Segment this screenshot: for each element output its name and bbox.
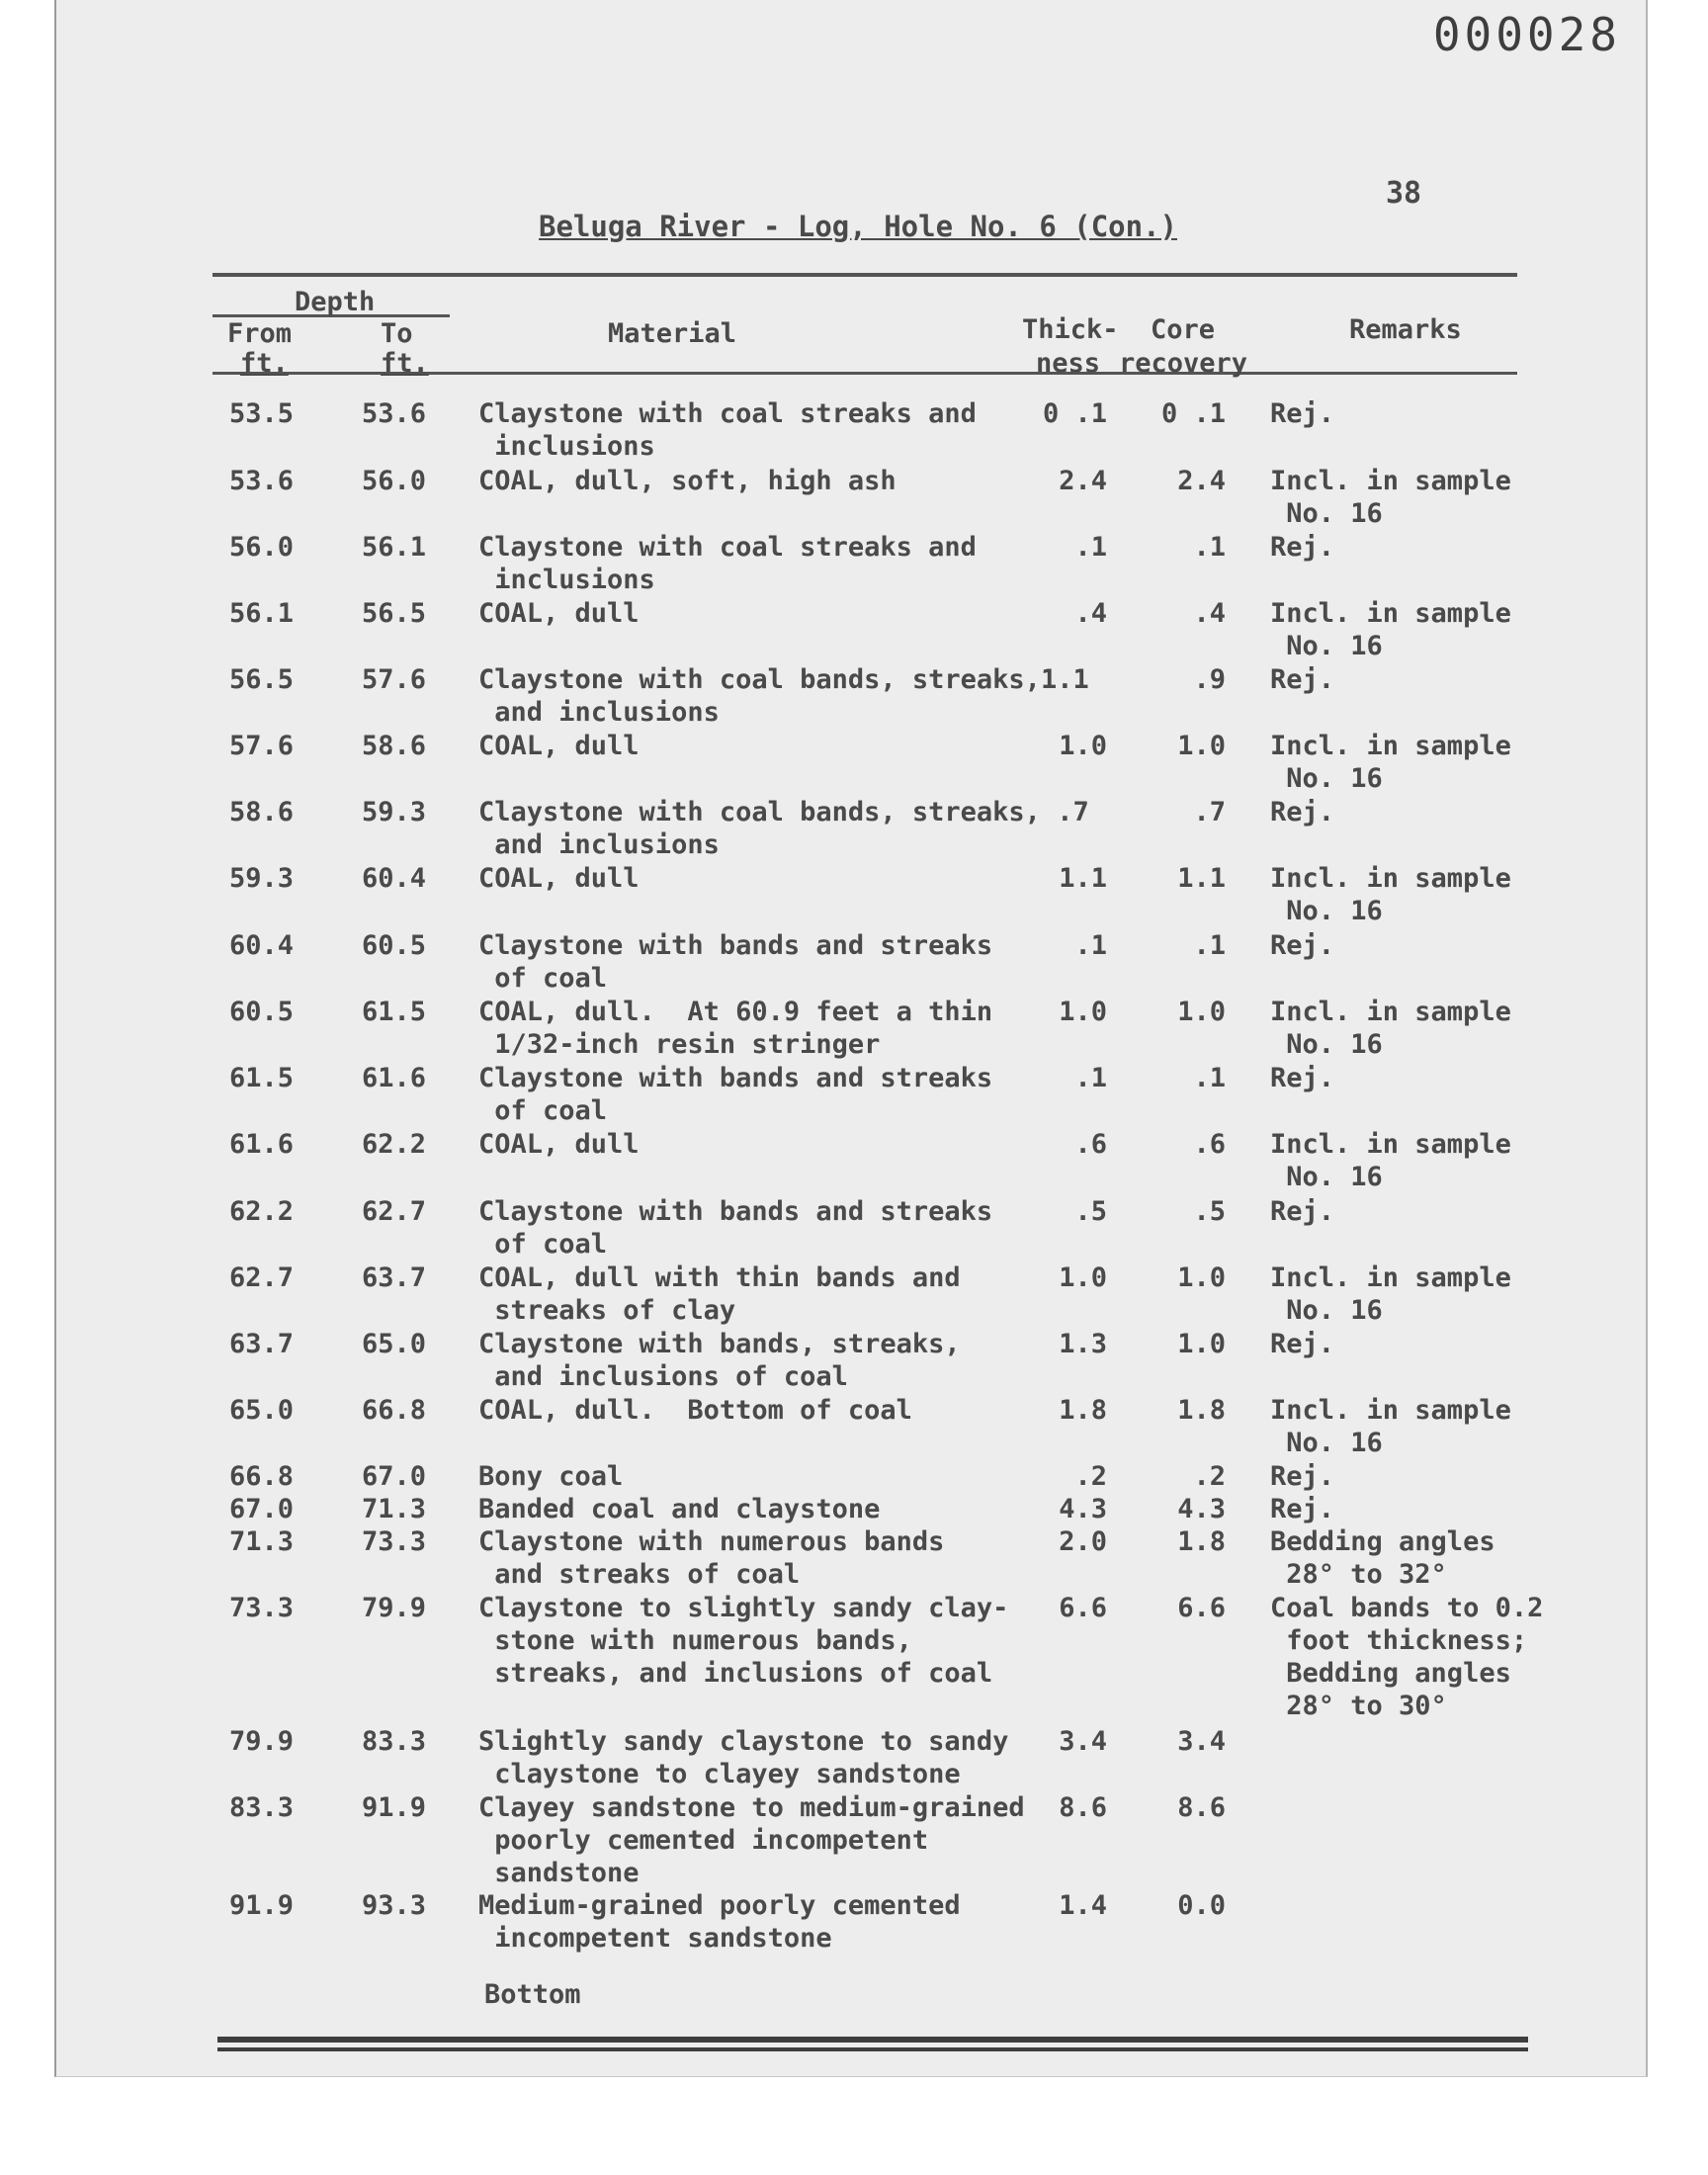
material-line: Claystone with bands, streaks, [478, 1329, 961, 1359]
core-recovery-value: 0 .1 [1160, 398, 1226, 429]
material-line: streaks of clay [478, 1295, 736, 1326]
material-line: and inclusions of coal [478, 1361, 848, 1392]
remarks-line: No. 16 [1270, 1428, 1383, 1458]
depth-from: 61.5 [229, 1063, 295, 1093]
thickness-value: .5 [1074, 1196, 1107, 1227]
table-bottom-rule [217, 2037, 1528, 2043]
core-recovery-value: .1 [1193, 930, 1226, 961]
depth-from: 83.3 [229, 1792, 295, 1823]
depth-to: 56.1 [362, 532, 427, 563]
core-recovery-value: 1.0 [1177, 731, 1226, 761]
remarks-line: Rej. [1270, 532, 1335, 563]
material-line: and streaks of coal [478, 1559, 801, 1590]
thickness-value: .1 [1074, 532, 1107, 563]
material-line: Claystone with bands and streaks [478, 930, 993, 961]
material-line: poorly cemented incompetent [478, 1825, 929, 1856]
core-recovery-value: .2 [1193, 1461, 1226, 1492]
depth-to: 91.9 [362, 1792, 427, 1823]
thickness-value: 1.4 [1059, 1890, 1107, 1921]
page-title: Beluga River - Log, Hole No. 6 (Con.) [539, 210, 1178, 243]
material-line: inclusions [478, 431, 655, 462]
core-recovery-value: .6 [1193, 1129, 1226, 1160]
material-line: of coal [478, 963, 608, 994]
thickness-value: .1 [1074, 930, 1107, 961]
depth-from: 53.6 [229, 466, 295, 496]
remarks-line: Rej. [1270, 930, 1335, 961]
remarks-line: Incl. in sample [1270, 1129, 1511, 1160]
remarks-line: Bedding angles [1270, 1658, 1511, 1689]
thickness-value: 4.3 [1059, 1494, 1107, 1524]
material-line: COAL, dull [478, 1129, 640, 1160]
remarks-line: Rej. [1270, 1461, 1335, 1492]
header-to: To [381, 318, 413, 349]
depth-from: 53.5 [229, 398, 295, 429]
material-line: Claystone with numerous bands [478, 1526, 945, 1557]
material-line: of coal [478, 1095, 608, 1126]
depth-from: 60.4 [229, 930, 295, 961]
material-line: Slightly sandy claystone to sandy [478, 1726, 1009, 1757]
remarks-line: Incl. in sample [1270, 598, 1511, 629]
depth-to: 93.3 [362, 1890, 427, 1921]
header-remarks: Remarks [1349, 314, 1462, 345]
material-line: Bony coal [478, 1461, 624, 1492]
core-recovery-value: .9 [1193, 664, 1226, 695]
depth-from: 56.1 [229, 598, 295, 629]
remarks-line: Bedding angles [1270, 1526, 1495, 1557]
page-number: 38 [1385, 176, 1422, 211]
depth-to: 56.5 [362, 598, 427, 629]
core-recovery-value: 1.8 [1177, 1395, 1226, 1426]
depth-from: 57.6 [229, 731, 295, 761]
thickness-value: 6.6 [1059, 1593, 1107, 1623]
material-line: COAL, dull [478, 863, 640, 894]
core-recovery-value: 6.6 [1177, 1593, 1226, 1623]
remarks-line: Rej. [1270, 1494, 1335, 1524]
core-recovery-value: 2.4 [1177, 466, 1226, 496]
depth-to: 63.7 [362, 1262, 427, 1293]
thickness-value: 1.0 [1059, 1262, 1107, 1293]
material-line: Claystone with bands and streaks [478, 1196, 993, 1227]
thickness-value: 0 .1 [1042, 398, 1107, 429]
thickness-value: 1.0 [1059, 731, 1107, 761]
material-line: COAL, dull. Bottom of coal [478, 1395, 912, 1426]
core-recovery-value: .4 [1193, 598, 1226, 629]
remarks-line: Rej. [1270, 1063, 1335, 1093]
depth-to: 65.0 [362, 1329, 427, 1359]
core-recovery-value: 1.0 [1177, 997, 1226, 1027]
remarks-line: Coal bands to 0.2 [1270, 1593, 1544, 1623]
remarks-line: Incl. in sample [1270, 863, 1511, 894]
material-line: Claystone with coal bands, streaks,1.1 [478, 664, 1089, 695]
core-recovery-value: .1 [1193, 532, 1226, 563]
core-recovery-value: 0.0 [1177, 1890, 1226, 1921]
depth-from: 56.5 [229, 664, 295, 695]
core-recovery-value: 1.8 [1177, 1526, 1226, 1557]
depth-to: 57.6 [362, 664, 427, 695]
remarks-line: Rej. [1270, 664, 1335, 695]
depth-to: 83.3 [362, 1726, 427, 1757]
header-to-unit: ft. [381, 348, 429, 379]
depth-from: 58.6 [229, 797, 295, 827]
depth-to: 67.0 [362, 1461, 427, 1492]
thickness-value: 1.0 [1059, 997, 1107, 1027]
core-recovery-value: 8.6 [1177, 1792, 1226, 1823]
remarks-line: No. 16 [1270, 896, 1383, 926]
depth-to: 56.0 [362, 466, 427, 496]
material-line: Medium-grained poorly cemented [478, 1890, 961, 1921]
depth-from: 61.6 [229, 1129, 295, 1160]
depth-from: 62.2 [229, 1196, 295, 1227]
depth-from: 91.9 [229, 1890, 295, 1921]
material-line: Claystone with coal bands, streaks, .7 [478, 797, 1089, 827]
thickness-value: .1 [1074, 1063, 1107, 1093]
remarks-line: Incl. in sample [1270, 731, 1511, 761]
material-line: COAL, dull, soft, high ash [478, 466, 897, 496]
header-core-2: recovery [1119, 348, 1248, 379]
remarks-line: Rej. [1270, 398, 1335, 429]
depth-from: 67.0 [229, 1494, 295, 1524]
thickness-value: 1.1 [1059, 863, 1107, 894]
depth-to: 62.2 [362, 1129, 427, 1160]
depth-to: 60.4 [362, 863, 427, 894]
material-line: 1/32-inch resin stringer [478, 1029, 881, 1060]
depth-from: 60.5 [229, 997, 295, 1027]
remarks-line: Incl. in sample [1270, 1262, 1511, 1293]
remarks-line: No. 16 [1270, 1162, 1383, 1192]
depth-to: 61.6 [362, 1063, 427, 1093]
remarks-line: 28° to 32° [1270, 1559, 1447, 1590]
depth-from: 59.3 [229, 863, 295, 894]
core-recovery-value: .7 [1193, 797, 1226, 827]
depth-from: 66.8 [229, 1461, 295, 1492]
depth-from: 73.3 [229, 1593, 295, 1623]
core-recovery-value: 1.0 [1177, 1262, 1226, 1293]
material-line: Claystone with coal streaks and [478, 398, 977, 429]
material-line: streaks, and inclusions of coal [478, 1658, 993, 1689]
header-material: Material [608, 318, 737, 349]
remarks-line: No. 16 [1270, 1295, 1383, 1326]
thickness-value: 2.4 [1059, 466, 1107, 496]
depth-to: 60.5 [362, 930, 427, 961]
material-line: Banded coal and claystone [478, 1494, 881, 1524]
bottom-label: Bottom [484, 1979, 581, 2010]
material-line: incompetent sandstone [478, 1923, 832, 1954]
thickness-value: 1.8 [1059, 1395, 1107, 1426]
table-bottom-rule-2 [217, 2047, 1528, 2051]
material-line: and inclusions [478, 829, 720, 860]
remarks-line: Rej. [1270, 1329, 1335, 1359]
remarks-line: 28° to 30° [1270, 1691, 1447, 1721]
core-recovery-value: 1.1 [1177, 863, 1226, 894]
thickness-value: 8.6 [1059, 1792, 1107, 1823]
material-line: COAL, dull [478, 598, 640, 629]
document-number: 000028 [1432, 8, 1621, 61]
remarks-line: Incl. in sample [1270, 466, 1511, 496]
material-line: COAL, dull with thin bands and [478, 1262, 961, 1293]
material-line: COAL, dull. At 60.9 feet a thin [478, 997, 993, 1027]
depth-from: 65.0 [229, 1395, 295, 1426]
header-thickness: Thick- [1022, 314, 1119, 345]
depth-from: 62.7 [229, 1262, 295, 1293]
depth-to: 53.6 [362, 398, 427, 429]
depth-to: 61.5 [362, 997, 427, 1027]
core-recovery-value: 3.4 [1177, 1726, 1226, 1757]
header-core: Core [1151, 314, 1216, 345]
depth-from: 79.9 [229, 1726, 295, 1757]
depth-to: 58.6 [362, 731, 427, 761]
material-line: Claystone with bands and streaks [478, 1063, 993, 1093]
depth-to: 62.7 [362, 1196, 427, 1227]
header-from-unit: ft. [240, 348, 289, 379]
core-recovery-value: 1.0 [1177, 1329, 1226, 1359]
remarks-line: Rej. [1270, 1196, 1335, 1227]
depth-to: 73.3 [362, 1526, 427, 1557]
thickness-value: 2.0 [1059, 1526, 1107, 1557]
material-line: COAL, dull [478, 731, 640, 761]
table-top-rule [213, 273, 1517, 277]
header-depth: Depth [295, 287, 376, 317]
depth-from: 71.3 [229, 1526, 295, 1557]
material-line: Claystone to slightly sandy clay- [478, 1593, 1009, 1623]
remarks-line: No. 16 [1270, 498, 1383, 529]
material-line: of coal [478, 1229, 608, 1260]
depth-to: 79.9 [362, 1593, 427, 1623]
material-line: claystone to clayey sandstone [478, 1759, 961, 1789]
core-recovery-value: .5 [1193, 1196, 1226, 1227]
remarks-line: No. 16 [1270, 763, 1383, 794]
remarks-line: No. 16 [1270, 631, 1383, 661]
thickness-value: .6 [1074, 1129, 1107, 1160]
remarks-line: Rej. [1270, 797, 1335, 827]
depth-to: 66.8 [362, 1395, 427, 1426]
thickness-value: 3.4 [1059, 1726, 1107, 1757]
depth-to: 71.3 [362, 1494, 427, 1524]
header-thickness-2: ness [1036, 348, 1101, 379]
material-line: stone with numerous bands, [478, 1625, 912, 1656]
thickness-value: .4 [1074, 598, 1107, 629]
core-recovery-value: .1 [1193, 1063, 1226, 1093]
material-line: and inclusions [478, 697, 720, 728]
depth-to: 59.3 [362, 797, 427, 827]
remarks-line: Incl. in sample [1270, 1395, 1511, 1426]
remarks-line: Incl. in sample [1270, 997, 1511, 1027]
depth-from: 56.0 [229, 532, 295, 563]
header-from: From [227, 318, 293, 349]
core-recovery-value: 4.3 [1177, 1494, 1226, 1524]
material-line: sandstone [478, 1858, 640, 1888]
thickness-value: 1.3 [1059, 1329, 1107, 1359]
material-line: inclusions [478, 565, 655, 595]
thickness-value: .2 [1074, 1461, 1107, 1492]
material-line: Clayey sandstone to medium-grained [478, 1792, 1025, 1823]
remarks-line: No. 16 [1270, 1029, 1383, 1060]
material-line: Claystone with coal streaks and [478, 532, 977, 563]
depth-from: 63.7 [229, 1329, 295, 1359]
remarks-line: foot thickness; [1270, 1625, 1528, 1656]
